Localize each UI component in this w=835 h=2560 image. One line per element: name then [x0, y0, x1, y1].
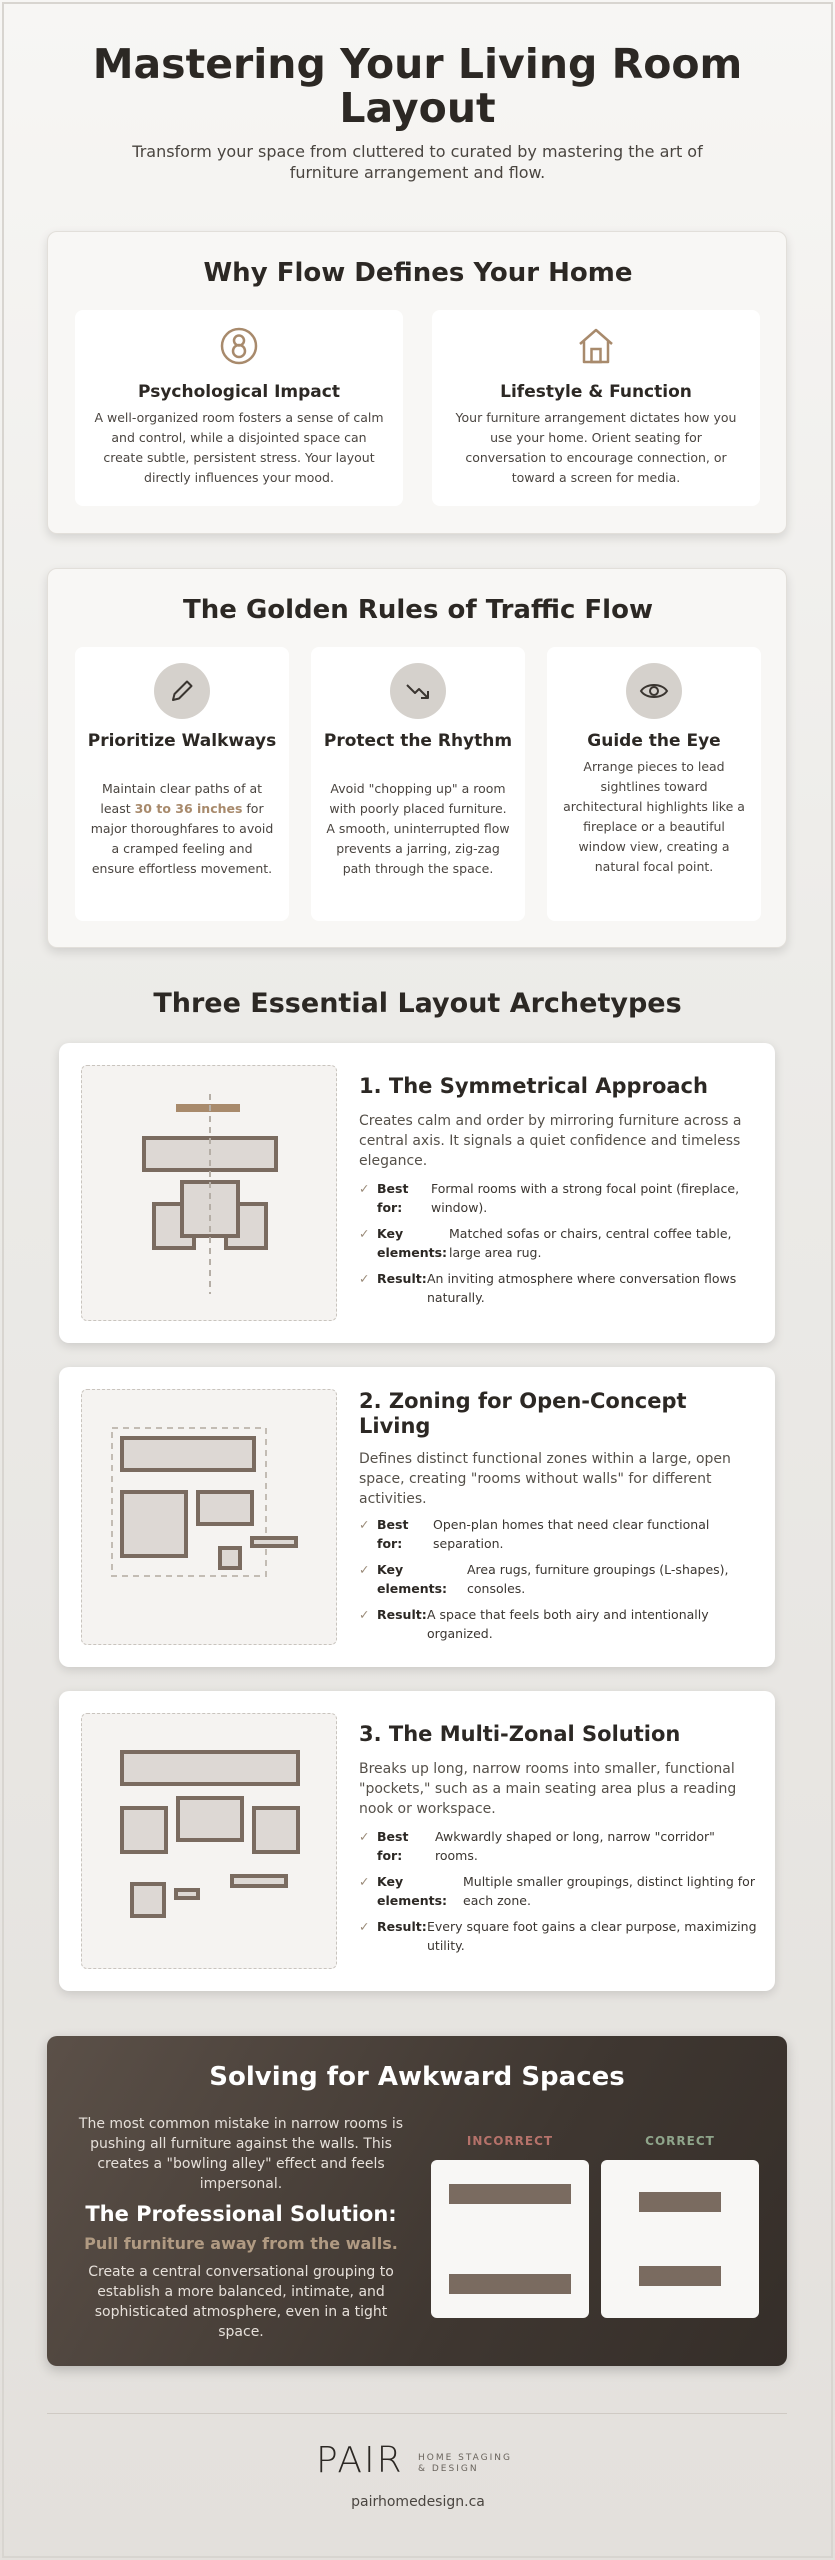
detail-value: Every square foot gains a clear purpose, maximizing utility.: [427, 1919, 757, 1953]
awkward-problem: The most common mistake in narrow rooms is pushing all furniture against the walls. This creates a "bowling alley" effect and feels impersonal.: [78, 2116, 404, 2192]
logo-tagline: & DESIGN: [418, 2464, 479, 2474]
detail-label: Best for:: [377, 1517, 409, 1551]
page-title: Mastering Your Living Room Layout: [92, 40, 743, 132]
solution-highlight: Pull furniture away from the walls.: [84, 2234, 398, 2253]
detail-label: Result:: [377, 1607, 427, 1622]
archetype-desc: Creates calm and order by mirroring furniture across a central axis. It signals a quiet confidence and timeless elegance.: [359, 1113, 742, 1169]
check-icon: ✓: [359, 1874, 370, 1889]
archetype-desc: Defines distinct functional zones within a large, open space, creating "rooms without walls" for different activities.: [359, 1451, 731, 1507]
traffic-card-body: Maintain clear paths of at least 30 to 36 inches for major thoroughfares to avoid a cramped feeling and ensure effortless movement.: [90, 781, 274, 876]
correct-diagram: [601, 2160, 759, 2318]
check-icon: ✓: [359, 1829, 370, 1844]
logo-tagline: HOME STAGING: [418, 2453, 513, 2463]
archetype-title: 1. The Symmetrical Approach: [359, 1074, 708, 1098]
symmetrical-diagram: [81, 1065, 337, 1321]
brand-logo: [316, 2440, 526, 2484]
detail-label: Result:: [377, 1919, 427, 1934]
detail-label: Best for:: [377, 1829, 409, 1863]
traffic-card-body: Arrange pieces to lead sightlines toward architectural highlights like a fireplace or a beautiful window view, creating a natural focal point.: [563, 759, 745, 874]
check-icon: ✓: [359, 1919, 370, 1934]
traffic-title: The Golden Rules of Traffic Flow: [183, 595, 653, 625]
eye-icon: [626, 663, 682, 719]
detail-label: Key elements:: [377, 1874, 448, 1908]
flow-card-psychological: [75, 310, 403, 506]
check-icon: ✓: [359, 1562, 370, 1577]
check-icon: ✓: [359, 1271, 370, 1286]
flow-card-body: Your furniture arrangement dictates how you use your home. Orient seating for conversation to encourage connection, or toward a screen for media.: [455, 410, 737, 485]
archetype-details: [359, 1179, 759, 1314]
detail-row: [359, 1560, 759, 1598]
archetype-card-symmetrical: [59, 1043, 775, 1343]
flow-card-lifestyle: [432, 310, 760, 506]
flow-card-title: Lifestyle & Function: [500, 382, 692, 402]
awkward-title: Solving for Awkward Spaces: [209, 2062, 625, 2092]
solution-body: Create a central conversational grouping to establish a more balanced, intimate, and sophisticated atmosphere, even in a tight space.: [88, 2264, 394, 2340]
detail-value: Area rugs, furniture groupings (L-shapes), consoles.: [467, 1562, 729, 1596]
check-icon: ✓: [359, 1517, 370, 1532]
detail-label: Key elements:: [377, 1562, 448, 1596]
traffic-panel: [47, 568, 787, 948]
brain-icon: [219, 326, 259, 366]
correct-label: CORRECT: [645, 2134, 715, 2148]
trend-down-icon: [390, 663, 446, 719]
walkway-width-highlight: 30 to 36 inches: [134, 801, 243, 816]
detail-label: Best for:: [377, 1181, 409, 1215]
multizonal-diagram: [81, 1713, 337, 1969]
flow-title: Why Flow Defines Your Home: [203, 258, 633, 288]
logo-wordmark: PAIR: [316, 2440, 404, 2481]
detail-value: Open-plan homes that need clear functional separation.: [433, 1517, 710, 1551]
website-link[interactable]: pairhomedesign.ca: [351, 2494, 485, 2510]
traffic-card-title: Prioritize Walkways: [87, 731, 277, 751]
zoning-diagram: [81, 1389, 337, 1645]
traffic-card-rhythm: [311, 647, 525, 921]
pencil-icon: [154, 663, 210, 719]
check-icon: ✓: [359, 1226, 370, 1241]
detail-value: An inviting atmosphere where conversation flows naturally.: [427, 1271, 737, 1305]
archetype-title: 2. Zoning for Open-Concept Living: [359, 1389, 687, 1438]
detail-row: [359, 1917, 759, 1955]
detail-row: [359, 1827, 759, 1865]
awkward-spaces-panel: [47, 2036, 787, 2366]
flow-card-title: Psychological Impact: [138, 382, 340, 402]
detail-value: A space that feels both airy and intentionally organized.: [427, 1607, 709, 1641]
archetype-card-zoning: [59, 1367, 775, 1667]
detail-value: Multiple smaller groupings, distinct lighting for each zone.: [463, 1874, 755, 1908]
archetype-card-multizonal: [59, 1691, 775, 1991]
solution-title: The Professional Solution:: [85, 2202, 397, 2226]
archetype-details: [359, 1515, 759, 1650]
detail-row: [359, 1605, 759, 1643]
archetype-desc: Breaks up long, narrow rooms into smaller, functional "pockets," such as a main seating area plus a reading nook or workspace.: [359, 1761, 737, 1817]
detail-value: Matched sofas or chairs, central coffee table, large area rug.: [449, 1226, 732, 1260]
archetype-details: [359, 1827, 759, 1962]
page-subtitle: Transform your space from cluttered to curated by mastering the art of furniture arrangement and flow.: [132, 142, 703, 182]
traffic-card-title: Guide the Eye: [587, 731, 721, 751]
footer-divider: [47, 2413, 787, 2414]
detail-row: [359, 1224, 759, 1262]
archetypes-title: Three Essential Layout Archetypes: [153, 988, 682, 1019]
incorrect-label: INCORRECT: [466, 2134, 554, 2148]
detail-value: Awkwardly shaped or long, narrow "corridor" rooms.: [435, 1829, 715, 1863]
home-icon: [576, 326, 616, 366]
traffic-card-body: Avoid "chopping up" a room with poorly placed furniture. A smooth, uninterrupted flow prevents a jarring, zig-zag path through the space.: [326, 781, 510, 876]
archetype-title: 3. The Multi-Zonal Solution: [359, 1722, 681, 1746]
detail-row: [359, 1269, 759, 1307]
detail-value: Formal rooms with a strong focal point (fireplace, window).: [431, 1181, 740, 1215]
flow-panel: [47, 231, 787, 534]
incorrect-diagram: [431, 2160, 589, 2318]
detail-row: [359, 1515, 759, 1553]
traffic-card-eye: [547, 647, 761, 921]
detail-row: [359, 1872, 759, 1910]
detail-label: Result:: [377, 1271, 427, 1286]
traffic-card-walkways: [75, 647, 289, 921]
check-icon: ✓: [359, 1181, 370, 1196]
detail-label: Key elements:: [377, 1226, 448, 1260]
traffic-card-title: Protect the Rhythm: [323, 731, 513, 751]
detail-row: [359, 1179, 759, 1217]
check-icon: ✓: [359, 1607, 370, 1622]
flow-card-body: A well-organized room fosters a sense of calm and control, while a disjointed space can create subtle, persistent stress. Your layout directly influences your mood.: [94, 410, 384, 485]
